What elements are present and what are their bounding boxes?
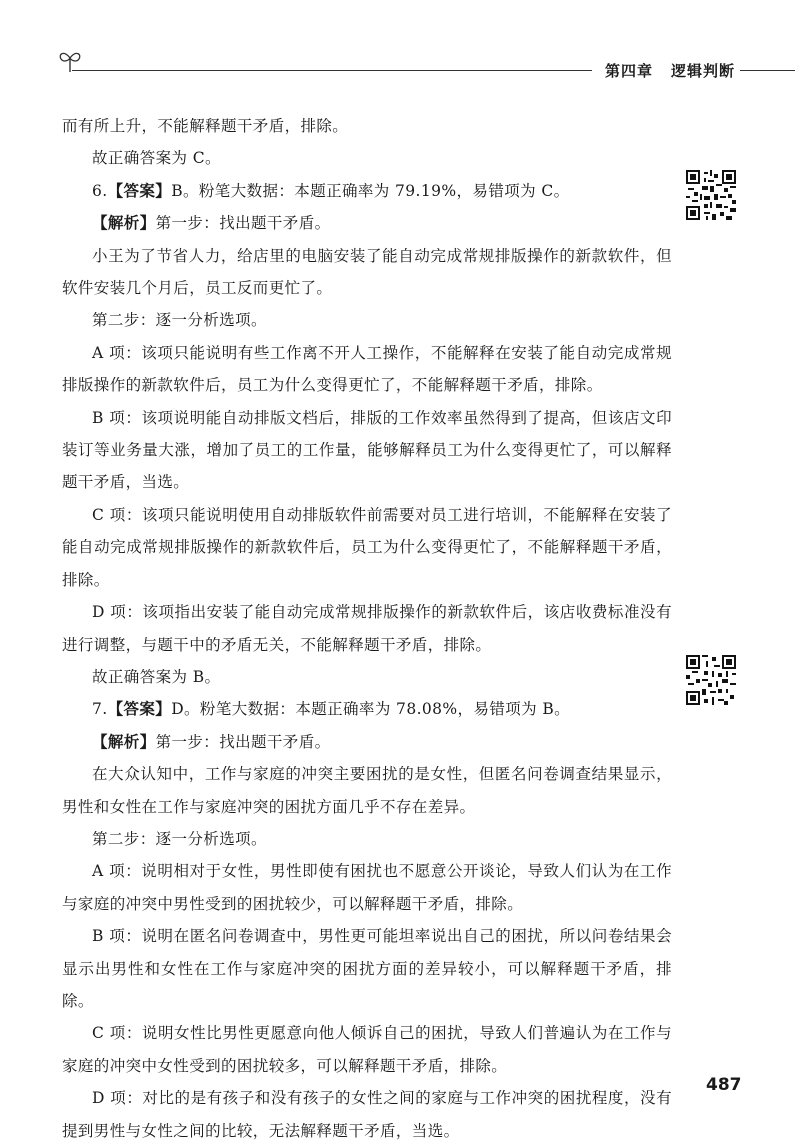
header-rule bbox=[72, 70, 592, 71]
page-header bbox=[0, 0, 800, 90]
paragraph bbox=[62, 1017, 672, 1082]
section-tag: 【解析】 bbox=[92, 213, 156, 233]
paragraph bbox=[62, 499, 672, 596]
paragraph-text: B 项：该项说明能自动排版文档后，排版的工作效率虽然得到了提高，但该店文印装订等业务量大涨，增加了员工的工作量，能够解释员工为什么变得更忙了，可以解释题干矛盾，当选。 bbox=[62, 408, 672, 492]
paragraph-text: A 项：该项只能说明有些工作离不开人工操作，不能解释在安装了能自动完成常规排版操作的新款软件后，员工为什么变得更忙了，不能解释题干矛盾，排除。 bbox=[62, 343, 672, 395]
question-number: 7. bbox=[92, 700, 108, 719]
paragraph-text: D。粉笔大数据：本题正确率为 78.08%，易错项为 B。 bbox=[171, 700, 571, 719]
section-tag: 【解析】 bbox=[92, 731, 156, 751]
paragraph-text: 故正确答案为 C。 bbox=[92, 149, 221, 168]
paragraph bbox=[62, 337, 672, 402]
paragraph-text: 第一步：找出题干矛盾。 bbox=[155, 732, 331, 751]
paragraph bbox=[62, 240, 672, 305]
header-rule-tail bbox=[740, 70, 795, 71]
paragraph bbox=[62, 661, 672, 693]
paragraph-text: 而有所上升，不能解释题干矛盾，排除。 bbox=[62, 117, 349, 135]
paragraph bbox=[62, 726, 672, 758]
paragraph-text: 在大众认知中，工作与家庭的冲突主要困扰的是女性，但匿名问卷调查结果显示，男性和女性在工作与家庭冲突的困扰方面几乎不存在差异。 bbox=[62, 765, 672, 816]
paragraph-text: 故正确答案为 B。 bbox=[92, 667, 221, 686]
section-label: 逻辑判断 bbox=[671, 62, 736, 80]
paragraph-text: C 项：说明女性比男性更愿意向他人倾诉自己的困扰，导致人们普遍认为在工作与家庭的冲突中女性受到的困扰较多，可以解释题干矛盾，排除。 bbox=[62, 1024, 672, 1075]
paragraph bbox=[62, 142, 672, 174]
paragraph-text: 第二步：逐一分析选项。 bbox=[92, 311, 267, 330]
paragraph-text: 小王为了节省人力，给店里的电脑安装了能自动完成常规排版操作的新款软件，但软件安装几个月后，员工反而更忙了。 bbox=[62, 246, 672, 298]
paragraph bbox=[62, 823, 672, 855]
paragraph bbox=[62, 304, 672, 336]
chapter-label: 第四章 bbox=[605, 62, 654, 80]
paragraph-text: B 项：说明在匿名问卷调查中，男性更可能坦率说出自己的困扰，所以问卷结果会显示出男性和女性在工作与家庭冲突的困扰方面的差异较小，可以解释题干矛盾，排除。 bbox=[62, 927, 672, 1010]
paragraph bbox=[62, 855, 672, 920]
paragraph bbox=[62, 175, 672, 207]
qr-code-icon bbox=[686, 655, 736, 705]
paragraph-text: A 项：说明相对于女性，男性即使有困扰也不愿意公开谈论，导致人们认为在工作与家庭的冲突中男性受到的困扰较少，可以解释题干矛盾，排除。 bbox=[62, 862, 672, 913]
paragraph bbox=[62, 110, 672, 142]
paragraph-text: C 项：该项只能说明使用自动排版软件前需要对员工进行培训，不能解释在安装了能自动完成常规排版操作的新款软件后，员工为什么变得更忙了，不能解释题干矛盾，排除。 bbox=[62, 505, 672, 589]
paragraph bbox=[62, 596, 672, 661]
question-number: 6. bbox=[92, 181, 108, 200]
page-number: 487 bbox=[706, 1075, 742, 1095]
section-tag: 【答案】 bbox=[107, 699, 172, 719]
page-body bbox=[62, 110, 672, 1147]
paragraph bbox=[62, 402, 672, 499]
paragraph-text: 第一步：找出题干矛盾。 bbox=[155, 214, 331, 233]
paragraph bbox=[62, 920, 672, 1017]
chapter-title bbox=[605, 60, 735, 81]
paragraph-text: B。粉笔大数据：本题正确率为 79.19%，易错项为 C。 bbox=[171, 181, 570, 200]
section-tag: 【答案】 bbox=[107, 180, 172, 200]
paragraph bbox=[62, 693, 672, 725]
paragraph bbox=[62, 207, 672, 239]
paragraph-text: D 项：对比的是有孩子和没有孩子的女性之间的家庭与工作冲突的困扰程度，没有提到男性与女性之间的比较，无法解释题干矛盾，当选。 bbox=[62, 1089, 672, 1140]
paragraph-text: 第二步：逐一分析选项。 bbox=[92, 829, 267, 848]
qr-code-icon bbox=[686, 170, 736, 220]
paragraph bbox=[62, 1082, 672, 1147]
paragraph-text: D 项：该项指出安装了能自动完成常规排版操作的新款软件后，该店收费标准没有进行调整，与题干中的矛盾无关，不能解释题干矛盾，排除。 bbox=[62, 603, 672, 654]
paragraph bbox=[62, 758, 672, 823]
